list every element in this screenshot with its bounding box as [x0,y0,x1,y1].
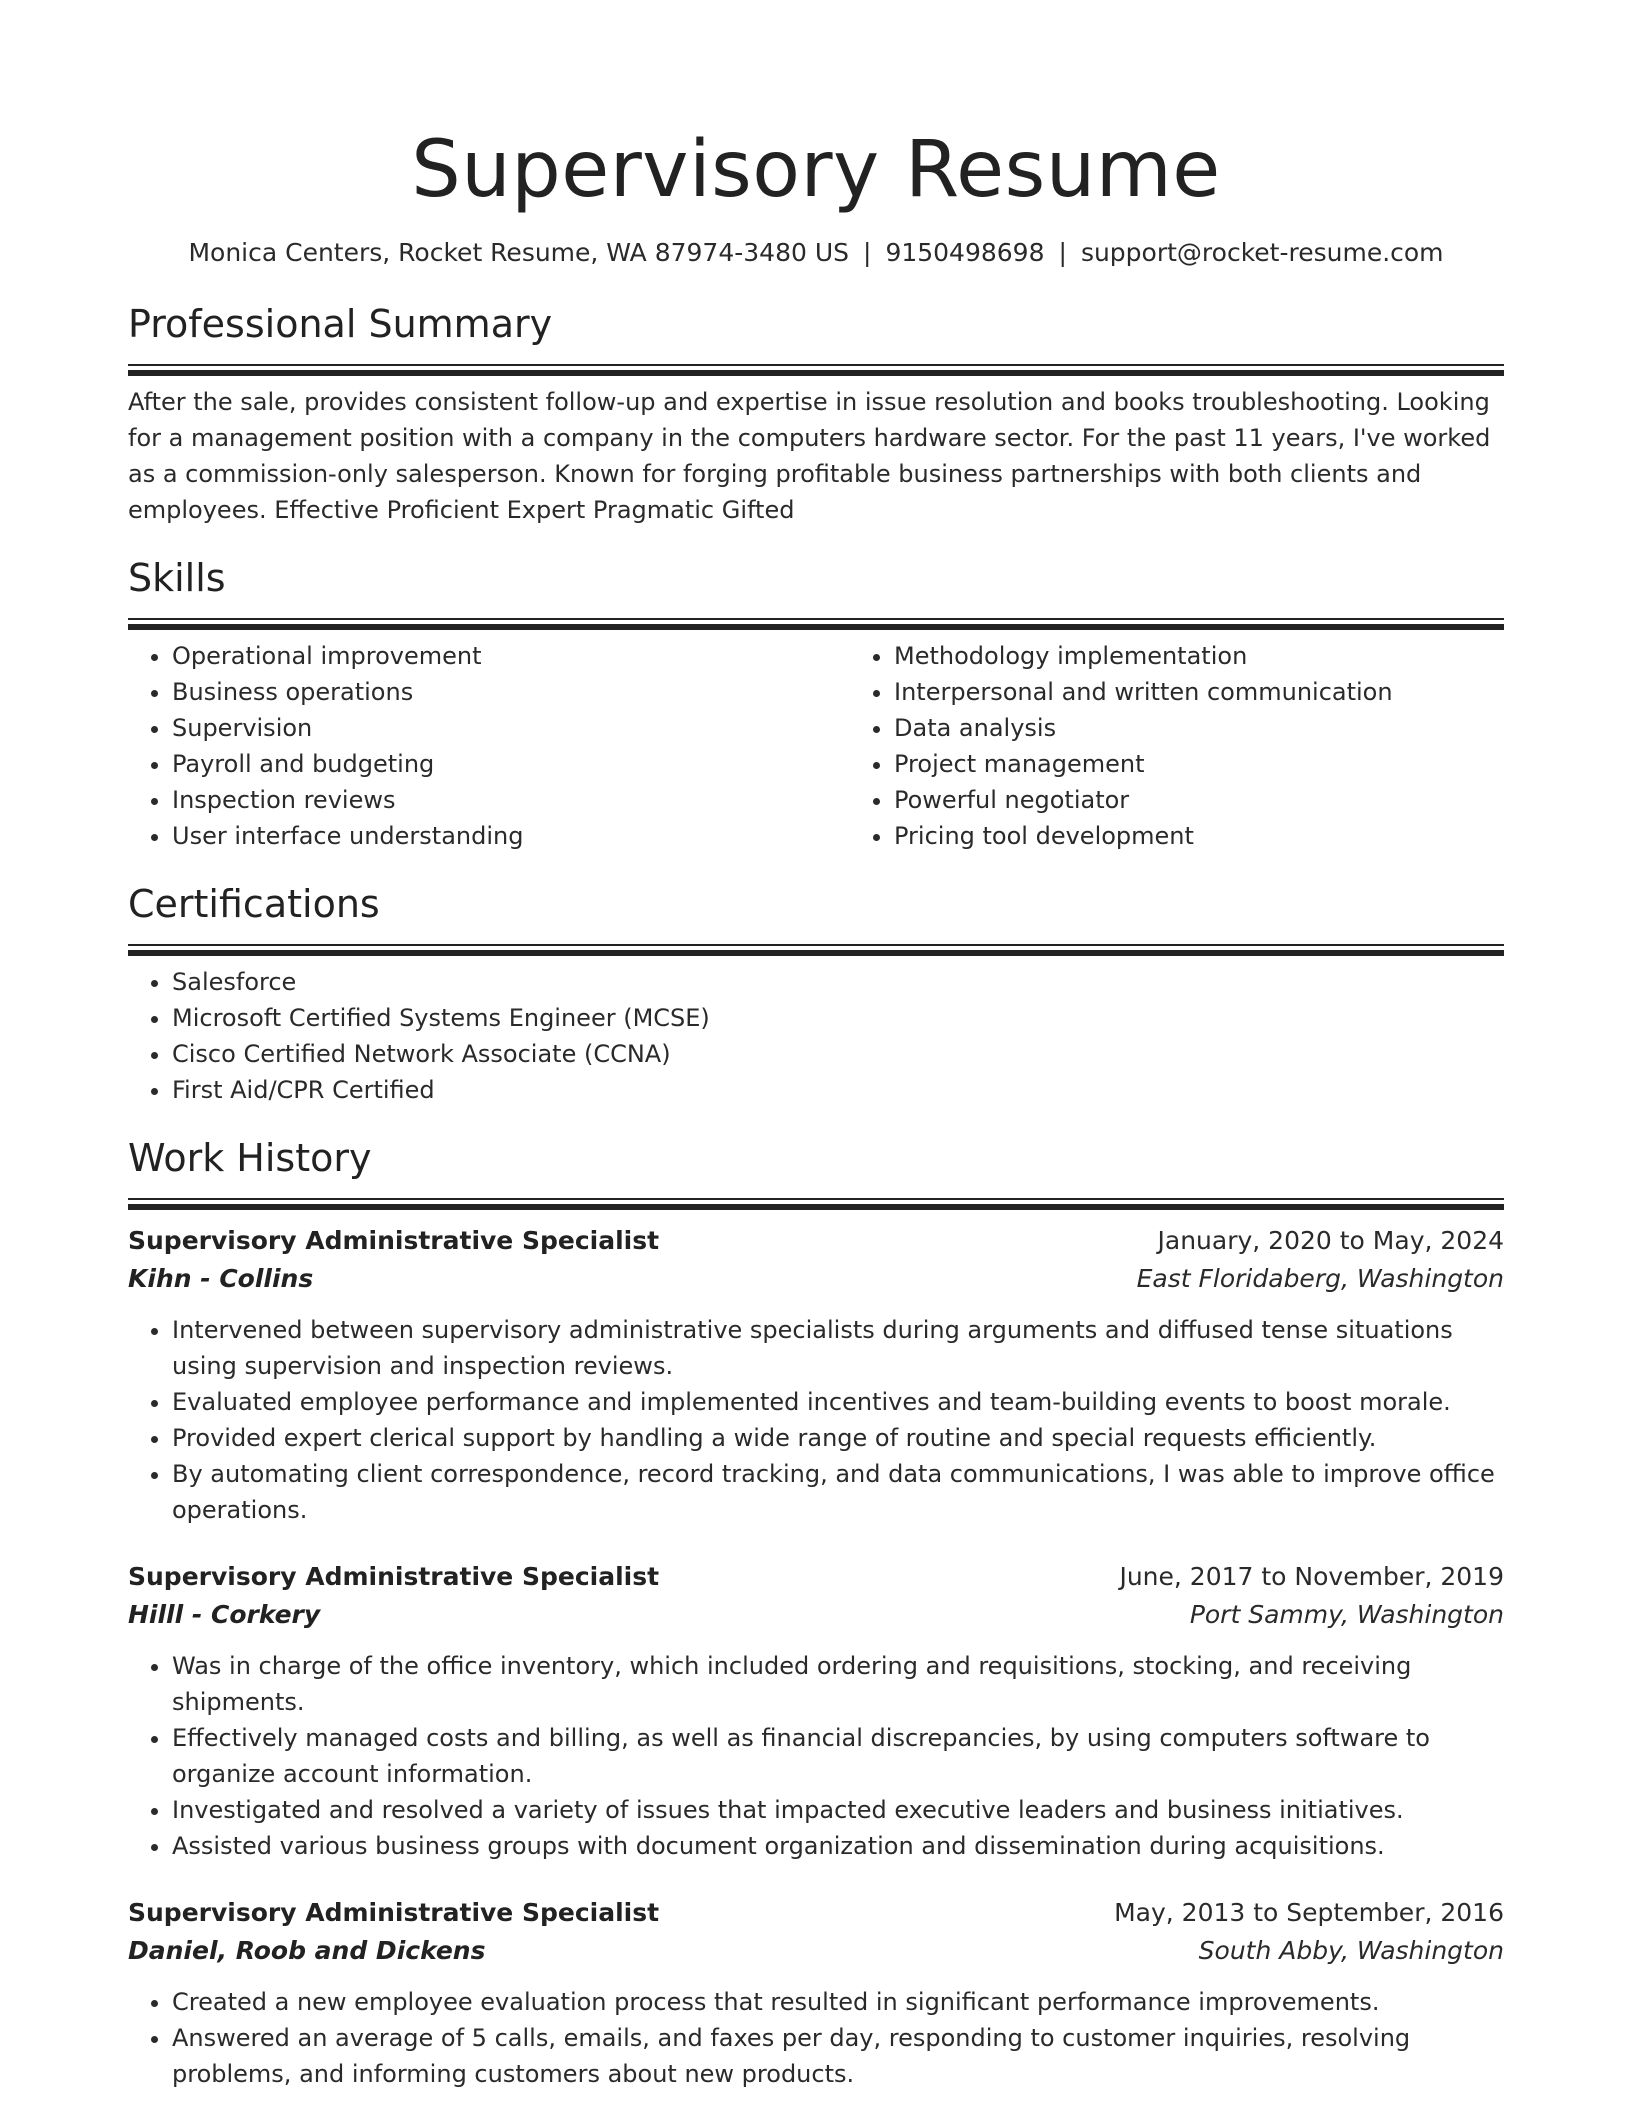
skill-item: • Operational improvement [172,638,850,674]
skill-item: • Interpersonal and written communication [894,674,1572,710]
skill-item: • Supervision [172,710,850,746]
job-bullet: • Effectively managed costs and billing, as well as financial discrepancies, by using computers software to organize account information. [172,1720,1504,1792]
job-header [128,1558,1504,1596]
job-bullets [128,1312,1504,1528]
job-bullets [128,1984,1504,2092]
work-history-section [128,1134,1504,2092]
job-bullet: • Was in charge of the office inventory, which included ordering and requisitions, stocking, and receiving shipments. [172,1648,1504,1720]
job-company: Hilll - Corkery [128,1600,321,1629]
contact-address: Monica Centers, Rocket Resume, WA 87974-3480 US [188,238,849,267]
job-bullet: • Assisted various business groups with document organization and dissemination during acquisitions. [172,1828,1504,1864]
skill-item: • Data analysis [894,710,1572,746]
contact-separator: | [863,238,872,267]
job-bullet: • Intervened between supervisory administrative specialists during arguments and diffused tense situations using supervision and inspection reviews. [172,1312,1504,1384]
resume-title: Supervisory Resume [411,125,1221,215]
job-entry [128,1894,1504,2092]
job-bullet: • Created a new employee evaluation process that resulted in significant performance improvements. [172,1984,1504,2020]
certification-item: • First Aid/CPR Certified [172,1072,1504,1108]
job-bullet: • Investigated and resolved a variety of issues that impacted executive leaders and business initiatives. [172,1792,1504,1828]
contact-email: support@rocket-resume.com [1080,238,1444,267]
job-bullet: • Answered an average of 5 calls, emails, and faxes per day, responding to customer inquiries, resolving problems, and informing customers about new products. [172,2020,1504,2092]
job-dates: January, 2020 to May, 2024 [1157,1226,1504,1255]
section-divider [128,944,1504,954]
skills-list-left [128,638,850,854]
job-entry [128,1222,1504,1528]
skills-section [128,554,1504,854]
job-company: Daniel, Roob and Dickens [128,1936,486,1965]
job-location: East Floridaberg, Washington [1136,1264,1504,1293]
job-dates: May, 2013 to September, 2016 [1114,1898,1504,1927]
job-company: Kihn - Collins [128,1264,314,1293]
skill-item: • Payroll and budgeting [172,746,850,782]
certification-item: • Salesforce [172,964,1504,1000]
certifications-heading: Certifications [128,882,380,926]
section-divider [128,618,1504,628]
job-title: Supervisory Administrative Specialist [128,1562,660,1591]
certification-item: • Cisco Certified Network Associate (CCNA) [172,1036,1504,1072]
job-bullet: • Evaluated employee performance and implemented incentives and team-building events to boost morale. [172,1384,1504,1420]
job-entry [128,1558,1504,1864]
skill-item: • Business operations [172,674,850,710]
skill-item: • Pricing tool development [894,818,1572,854]
skill-item: • Methodology implementation [894,638,1572,674]
contact-phone: 9150498698 [885,238,1045,267]
contact-line [128,236,1504,270]
skill-item: • User interface understanding [172,818,850,854]
summary-heading: Professional Summary [128,302,553,346]
job-header [128,1894,1504,1932]
work-history-heading: Work History [128,1136,372,1180]
skills-heading: Skills [128,556,226,600]
certification-item: • Microsoft Certified Systems Engineer (MCSE) [172,1000,1504,1036]
skill-item: • Project management [894,746,1572,782]
skills-list-right [850,638,1572,854]
certifications-section [128,880,1504,1108]
certifications-list [128,964,1504,1108]
job-title: Supervisory Administrative Specialist [128,1226,660,1255]
job-subheader [128,1260,1504,1298]
skill-item: • Inspection reviews [172,782,850,818]
skill-item: • Powerful negotiator [894,782,1572,818]
summary-text: After the sale, provides consistent follow-up and expertise in issue resolution and books troubleshooting. Looking for a management position with a company in the computers hardware sector. For the past 11 years, I've worked as a commission-only salesperson. Known for forging profitable business partnerships with both clients and employees. Effective Proficient Expert Pragmatic Gifted [128,388,1491,524]
job-bullet: • By automating client correspondence, record tracking, and data communications, I was able to improve office operations. [172,1456,1504,1528]
job-bullets [128,1648,1504,1864]
job-dates: June, 2017 to November, 2019 [1119,1562,1504,1591]
job-title: Supervisory Administrative Specialist [128,1898,660,1927]
contact-separator: | [1058,238,1067,267]
section-divider [128,364,1504,374]
job-location: South Abby, Washington [1198,1936,1504,1965]
summary-section [128,300,1504,528]
job-subheader [128,1932,1504,1970]
job-bullet: • Provided expert clerical support by handling a wide range of routine and special requests efficiently. [172,1420,1504,1456]
job-subheader [128,1596,1504,1634]
job-location: Port Sammy, Washington [1189,1600,1504,1629]
section-divider [128,1198,1504,1208]
skills-grid [128,638,1504,854]
job-header [128,1222,1504,1260]
